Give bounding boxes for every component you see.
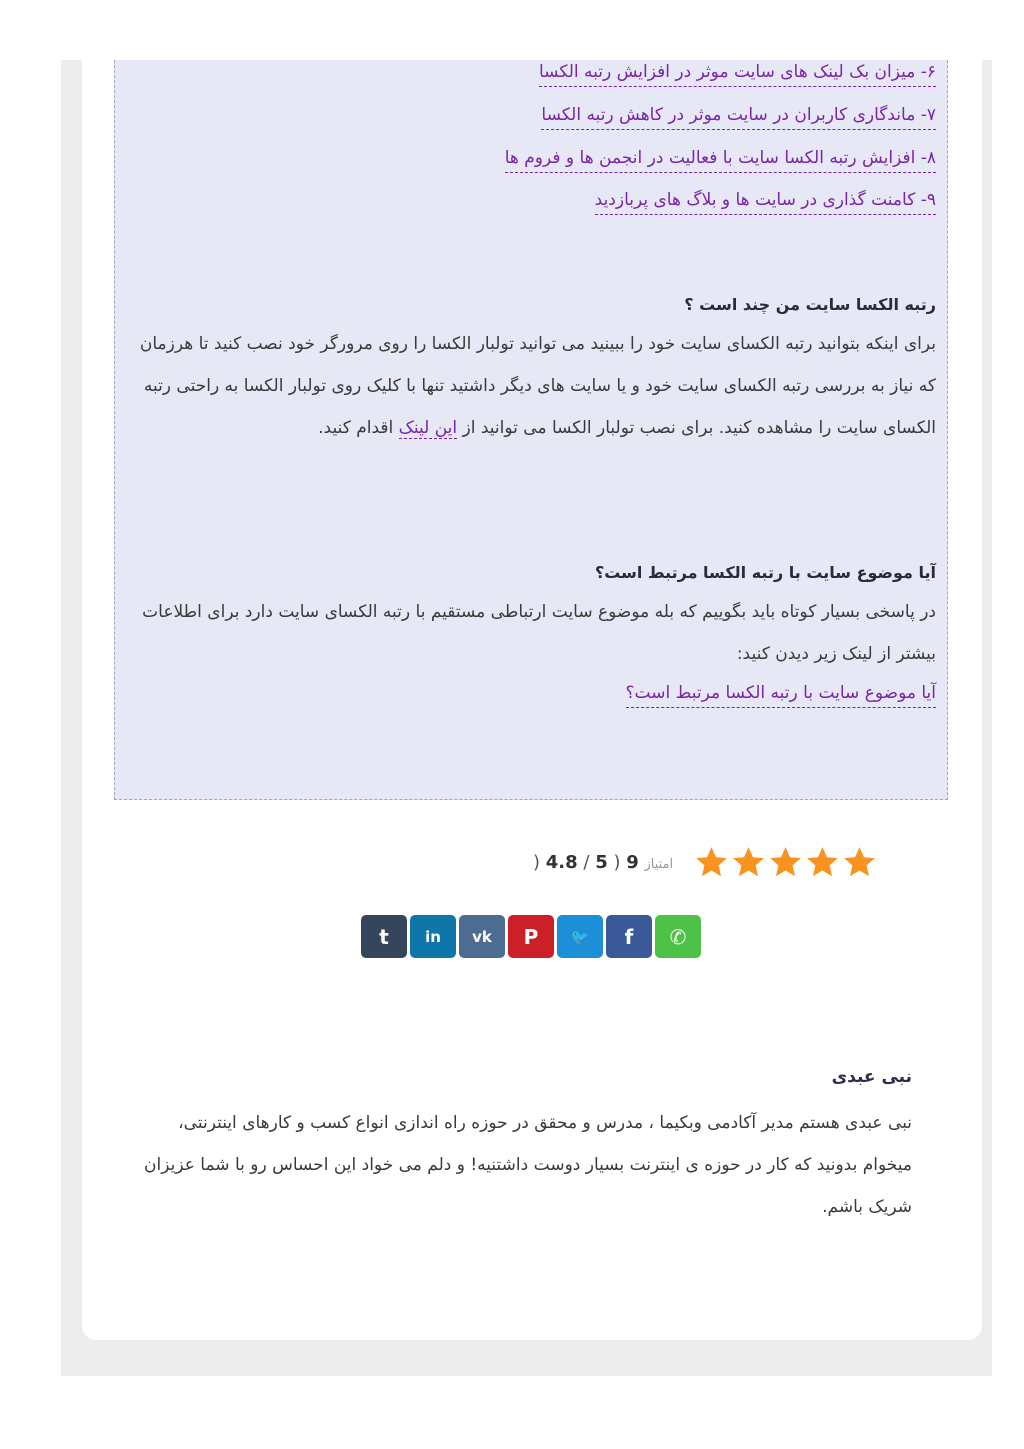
- paragraph-text: برای اینکه بتوانید رتبه الکسای سایت خود را ببینید می توانید تولبار الکسا را روی مرورگر خود نصب کنید تا هرزمان که نیاز به بررسی رتبه الکسای سایت خود و یا سایت های دیگر داشتید تنها با کلیک روی تولبار الکسا به راحتی رتبه الکسای سایت را مشاهده کنید. برای نصب تولبار الکسا می توانید از: [139, 334, 936, 438]
- rating-stars[interactable]: [693, 844, 878, 881]
- rating-score: 4.8: [545, 851, 578, 873]
- star-icon[interactable]: [767, 844, 804, 881]
- share-whatsapp-button[interactable]: [655, 915, 701, 958]
- toc-item-7[interactable]: ۷- ماندگاری کاربران در سایت موثر در کاهش رتبه الکسا: [541, 105, 936, 130]
- rating-summary: [533, 852, 673, 873]
- section-paragraph-alexa-rank: [131, 323, 936, 449]
- paragraph-text-end: اقدام کنید.: [318, 418, 399, 438]
- share-vk-button[interactable]: [459, 915, 505, 958]
- share-linkedin-button[interactable]: [410, 915, 456, 958]
- star-icon[interactable]: [730, 844, 767, 881]
- star-icon[interactable]: [841, 844, 878, 881]
- section-heading-alexa-rank: رتبه الکسا سایت من چند است ؟: [684, 295, 936, 314]
- section-heading-site-topic: آیا موضوع سایت با رتبه الکسا مرتبط است؟: [594, 563, 936, 582]
- linkedin-icon: in: [425, 927, 441, 946]
- toc-item-6[interactable]: ۶- میزان بک لینک های سایت موثر در افزایش رتبه الکسا: [539, 62, 936, 87]
- whatsapp-icon: ✆: [669, 924, 687, 949]
- post-rating: [533, 842, 888, 882]
- share-buttons: [361, 915, 701, 958]
- rating-paren-open: (: [613, 851, 621, 873]
- vk-icon: vk: [472, 927, 492, 946]
- rating-count-label: امتیاز: [644, 856, 674, 872]
- rating-max: 5: [595, 851, 608, 873]
- share-pinterest-button[interactable]: [508, 915, 554, 958]
- share-tumblr-button[interactable]: [361, 915, 407, 958]
- share-facebook-button[interactable]: [606, 915, 652, 958]
- section-paragraph-site-topic: در پاسخی بسیار کوتاه باید بگوییم که بله موضوع سایت ارتباطی مستقیم با رتبه الکسای سایت دارد برای اطلاعات بیشتر از لینک زیر دیدن کنید:: [142, 602, 936, 664]
- twitter-icon: 🐦: [570, 927, 590, 946]
- share-twitter-button[interactable]: [557, 915, 603, 958]
- author-bio: نبی عبدی هستم مدیر آکادمی وبکیما ، مدرس و محقق در حوزه راه اندازی انواع کسب و کارهای اینترنتی، میخوام بدونید که کار در حوزه ی اینترنت بسیار دوست داشتنیه! و دلم می خواد این احساس رو با شما عزیزان شریک باشم.: [144, 1113, 912, 1217]
- rating-paren-close: ): [533, 851, 541, 873]
- rating-count: 9: [626, 851, 639, 873]
- star-icon[interactable]: [693, 844, 730, 881]
- site-topic-link[interactable]: آیا موضوع سایت با رتبه الکسا مرتبط است؟: [626, 683, 936, 708]
- toolbar-install-link[interactable]: این لینک: [398, 418, 458, 438]
- star-icon[interactable]: [804, 844, 841, 881]
- pinterest-icon: P: [523, 924, 539, 949]
- author-name: نبی عبدی: [831, 1067, 912, 1087]
- rating-separator: /: [583, 851, 590, 873]
- tumblr-icon: t: [379, 924, 389, 949]
- toc-item-9[interactable]: ۹- کامنت گذاری در سایت ها و بلاگ های پربازدید: [595, 190, 936, 215]
- toc-item-8[interactable]: ۸- افزایش رتبه الکسا سایت با فعالیت در انجمن ها و فروم ها: [505, 148, 936, 173]
- facebook-icon: f: [624, 924, 634, 949]
